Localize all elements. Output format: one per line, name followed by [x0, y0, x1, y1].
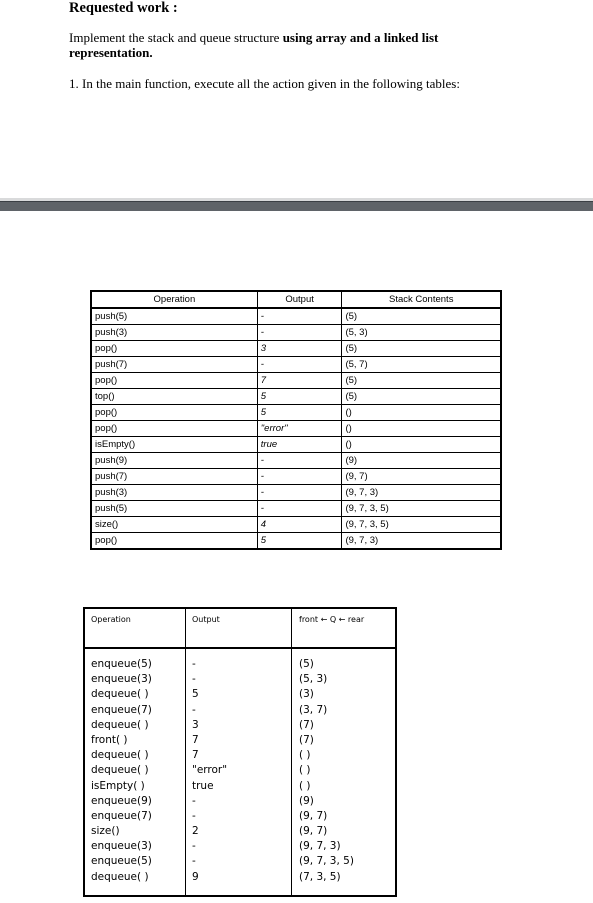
- queue-header-contents: front ← Q ← rear: [299, 615, 365, 624]
- table-row: [91, 389, 501, 405]
- stack-cell-output: -: [257, 453, 342, 469]
- stack-cell-operation: pop(): [91, 405, 257, 421]
- queue-cell-contents: (9, 7, 3): [299, 840, 341, 853]
- stack-cell-output: 7: [257, 373, 342, 389]
- stack-cell-operation: isEmpty(): [91, 437, 257, 453]
- queue-cell-output: 3: [192, 718, 199, 731]
- stack-cell-output: "error": [257, 421, 342, 437]
- stack-cell-operation: push(5): [91, 501, 257, 517]
- stack-cell-operation: push(7): [91, 357, 257, 373]
- stack-cell-contents: (5, 3): [342, 325, 501, 341]
- queue-cell-contents: (9): [299, 794, 314, 807]
- queue-cell-operation: enqueue(7): [91, 703, 152, 716]
- queue-cell-operation: enqueue(3): [91, 840, 152, 853]
- queue-cell-operation: isEmpty( ): [91, 779, 145, 792]
- stack-cell-output: -: [257, 469, 342, 485]
- stack-cell-operation: push(5): [91, 308, 257, 325]
- stack-cell-output: -: [257, 325, 342, 341]
- queue-cell-operation: size(): [91, 825, 120, 838]
- table-row: [91, 453, 501, 469]
- queue-cell-operation: enqueue(5): [91, 855, 152, 868]
- queue-cell-output: 7: [192, 749, 199, 762]
- stack-cell-contents: (9, 7): [342, 469, 501, 485]
- queue-cell-output: 7: [192, 733, 199, 746]
- queue-cell-operation: enqueue(9): [91, 794, 152, 807]
- queue-cell-contents: (5): [299, 658, 314, 670]
- queue-cell-output: true: [192, 779, 214, 792]
- stack-cell-operation: push(3): [91, 325, 257, 341]
- stack-cell-contents: (5): [342, 373, 501, 389]
- stack-cell-contents: (): [342, 405, 501, 421]
- stack-cell-output: -: [257, 485, 342, 501]
- queue-cell-contents: (7): [299, 733, 314, 746]
- queue-cell-output: 9: [192, 870, 199, 883]
- queue-cell-output: -: [192, 673, 196, 686]
- stack-header-contents: Stack Contents: [342, 291, 501, 308]
- queue-cell-operation: dequeue( ): [91, 870, 149, 883]
- table-row: [91, 485, 501, 501]
- stack-cell-contents: (9, 7, 3): [342, 533, 501, 550]
- stack-cell-output: 4: [257, 517, 342, 533]
- queue-cell-contents: (9, 7): [299, 809, 328, 822]
- stack-cell-output: -: [257, 357, 342, 373]
- stack-cell-operation: push(9): [91, 453, 257, 469]
- queue-cell-contents: ( ): [299, 749, 311, 762]
- queue-output-column: [192, 657, 227, 885]
- queue-cell-operation: enqueue(7): [91, 809, 152, 822]
- queue-cell-contents: (9, 7): [299, 825, 328, 838]
- queue-cell-output: 5: [192, 688, 199, 701]
- queue-cell-contents: ( ): [299, 779, 311, 792]
- stack-cell-operation: pop(): [91, 341, 257, 357]
- stack-cell-contents: (9, 7, 3, 5): [342, 501, 501, 517]
- queue-cell-contents: (5, 3): [299, 673, 328, 686]
- stack-cell-operation: push(3): [91, 485, 257, 501]
- queue-cell-contents: (7, 3, 5): [299, 870, 341, 883]
- stack-cell-output: 5: [257, 405, 342, 421]
- queue-cell-contents: (3, 7): [299, 703, 328, 716]
- queue-column-divider: [185, 609, 186, 895]
- queue-cell-operation: dequeue( ): [91, 718, 149, 731]
- stack-cell-contents: (9, 7, 3, 5): [342, 517, 501, 533]
- queue-cell-contents: (7): [299, 718, 314, 731]
- queue-cell-operation: front( ): [91, 733, 128, 746]
- queue-column-divider: [291, 609, 292, 895]
- page-heading: Requested work :: [69, 0, 178, 16]
- stack-cell-contents: (): [342, 437, 501, 453]
- queue-cell-output: "error": [192, 764, 228, 777]
- table-row: [91, 501, 501, 517]
- stack-header-output: Output: [257, 291, 342, 308]
- stack-cell-contents: (5): [342, 341, 501, 357]
- table-row: [91, 533, 501, 550]
- stack-cell-output: true: [257, 437, 342, 453]
- queue-cell-output: -: [192, 794, 196, 807]
- intro-prefix: Implement the stack and queue structure: [69, 30, 283, 45]
- queue-cell-contents: ( ): [299, 764, 311, 777]
- queue-cell-output: 2: [192, 825, 199, 838]
- table-row: [91, 341, 501, 357]
- intro-bold: using array and a linked list representation: [69, 30, 439, 60]
- queue-contents-column: [299, 657, 354, 885]
- table-row: [91, 373, 501, 389]
- stack-cell-output: 3: [257, 341, 342, 357]
- stack-cell-contents: (9, 7, 3): [342, 485, 501, 501]
- table-row: [91, 357, 501, 373]
- page-separator: [0, 201, 593, 211]
- queue-table-header: [85, 609, 395, 649]
- intro-paragraph: [69, 30, 489, 60]
- table-row: [91, 437, 501, 453]
- stack-cell-operation: push(7): [91, 469, 257, 485]
- intro-suffix: .: [149, 45, 153, 60]
- queue-cell-output: -: [192, 840, 196, 853]
- stack-table-header-row: [91, 291, 501, 308]
- stack-cell-contents: (): [342, 421, 501, 437]
- stack-cell-output: -: [257, 308, 342, 325]
- instruction-text: 1. In the main function, execute all the action given in the following tables:: [69, 76, 460, 91]
- stack-cell-contents: (5): [342, 308, 501, 325]
- stack-cell-output: -: [257, 501, 342, 517]
- stack-cell-contents: (9): [342, 453, 501, 469]
- queue-cell-output: -: [192, 855, 196, 868]
- stack-cell-output: 5: [257, 533, 342, 550]
- stack-table-body: [91, 308, 501, 549]
- queue-cell-operation: dequeue( ): [91, 764, 149, 777]
- queue-cell-operation: dequeue( ): [91, 749, 149, 762]
- stack-cell-contents: (5): [342, 389, 501, 405]
- stack-cell-operation: pop(): [91, 421, 257, 437]
- stack-cell-operation: size(): [91, 517, 257, 533]
- queue-cell-output: -: [192, 809, 196, 822]
- table-row: [91, 405, 501, 421]
- stack-cell-operation: pop(): [91, 533, 257, 550]
- stack-header-operation: Operation: [91, 291, 257, 308]
- table-row: [91, 421, 501, 437]
- queue-cell-output: -: [192, 703, 196, 716]
- queue-cell-operation: enqueue(5): [91, 658, 152, 670]
- queue-header-operation: Operation: [91, 615, 131, 624]
- table-row: [91, 325, 501, 341]
- stack-cell-output: 5: [257, 389, 342, 405]
- table-row: [91, 308, 501, 325]
- queue-cell-operation: enqueue(3): [91, 673, 152, 686]
- table-row: [91, 469, 501, 485]
- queue-cell-operation: dequeue( ): [91, 688, 149, 701]
- stack-cell-contents: (5, 7): [342, 357, 501, 373]
- queue-table: [83, 607, 397, 897]
- queue-cell-contents: (3): [299, 688, 314, 701]
- stack-cell-operation: pop(): [91, 373, 257, 389]
- queue-cell-output: -: [192, 658, 196, 670]
- queue-header-output: Output: [192, 615, 220, 624]
- queue-operation-column: [91, 657, 152, 885]
- stack-cell-operation: top(): [91, 389, 257, 405]
- table-row: [91, 517, 501, 533]
- stack-table: [90, 290, 502, 550]
- queue-cell-contents: (9, 7, 3, 5): [299, 855, 354, 868]
